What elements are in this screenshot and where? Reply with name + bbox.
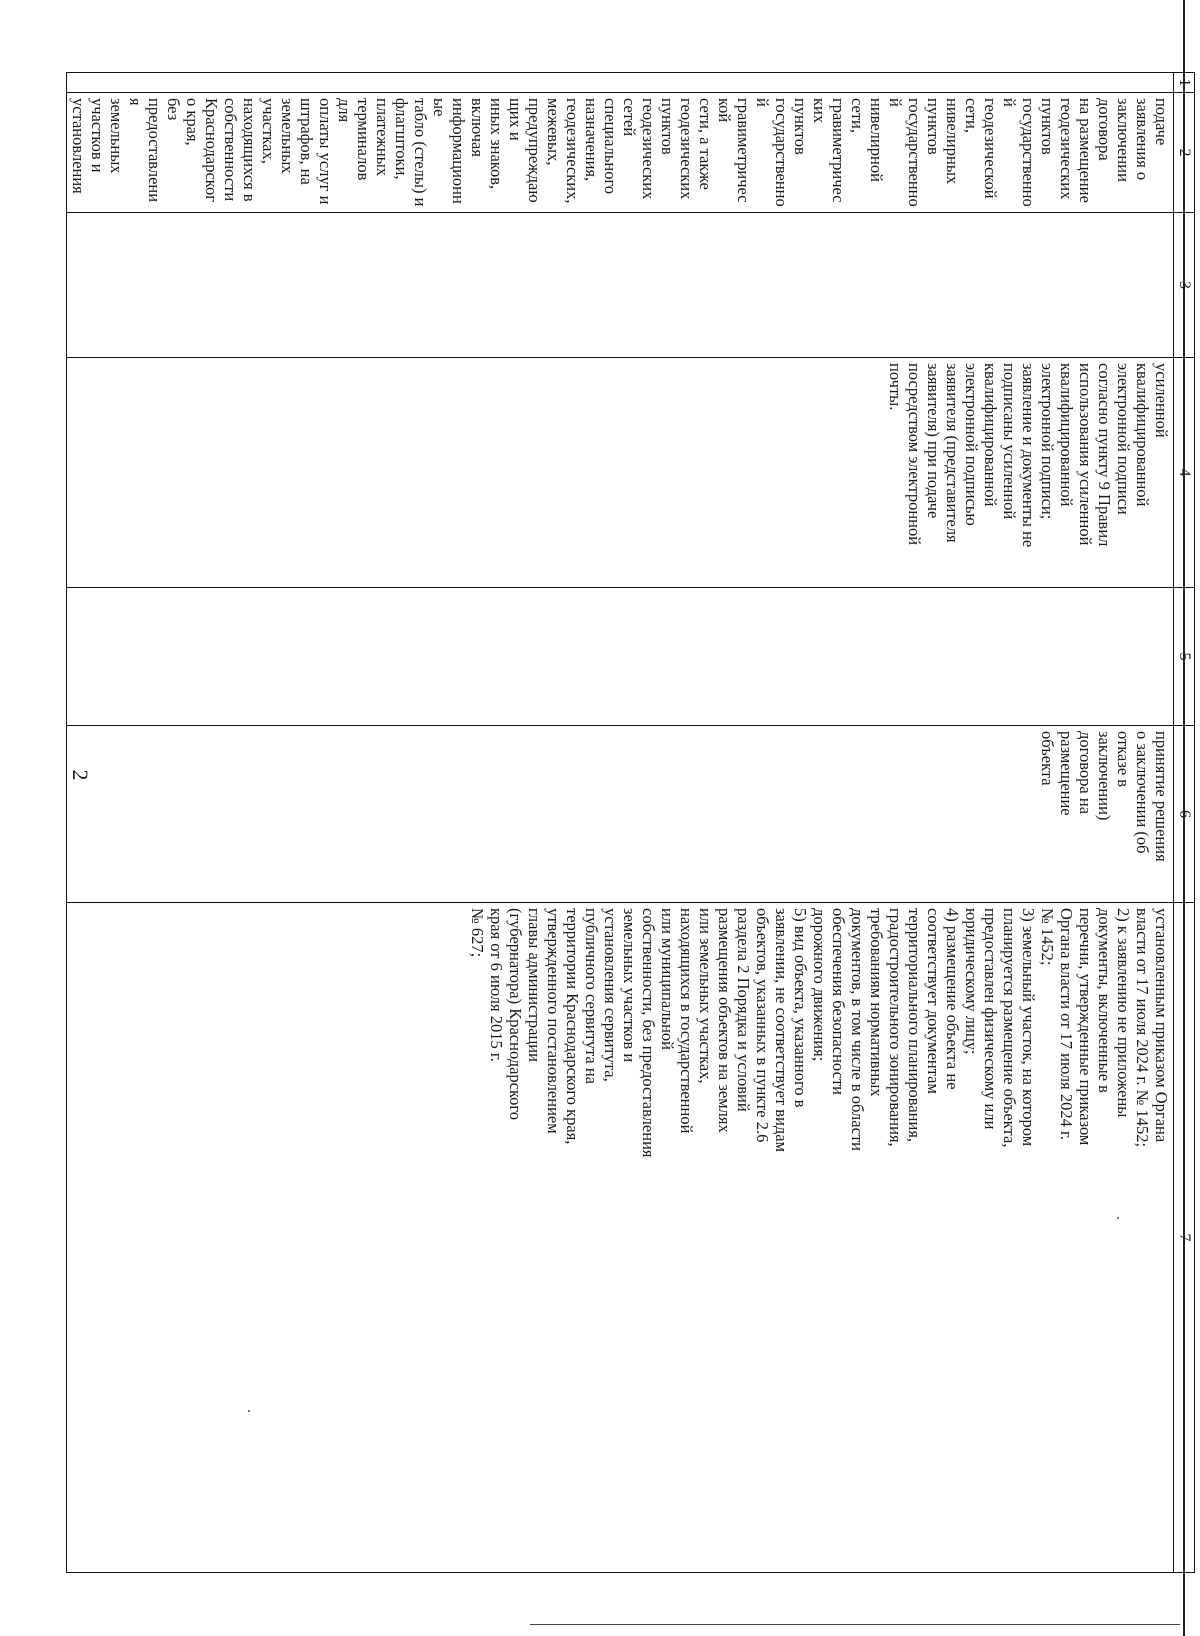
page-number: 2 xyxy=(68,769,93,781)
column-header-5: 5 xyxy=(1174,588,1195,726)
document-table xyxy=(66,72,1195,1573)
column-header-2: 2 xyxy=(1174,93,1195,213)
cell-col3 xyxy=(67,213,1174,358)
column-header-1: 1 xyxy=(1174,73,1195,93)
rotated-page xyxy=(0,10,1200,1630)
cell-refusal-grounds-documents: усиленной квалифицированной электронной подписи согласно пункту 9 Правил использования усиленной квалифицированной электронной подписи; заявление и документы не подписаны усиленной квалифицированной электронной подписью заявителя (представителя заявителя) при подаче посредством электронной почты. xyxy=(67,358,1174,588)
column-header-7: 7 xyxy=(1174,903,1195,1573)
cell-refusal-grounds-list: установленным приказом Органа власти от 17 июля 2024 г. № 1452; 2) к заявлению не приложены документы, включенные в перечни, утвержденные приказом Органа власти от 17 июля 2024 г. № 1452; 3) земельный участок, на котором планируется размещение объекта, предоставлен физическому или юридическому лицу; 4) размещение объекта не соответствует документам территориального планирования, градостроительного зонирования, требованиям нормативных документов, в том числе в области обеспечения безопасности дорожного движения; 5) вид объекта, указанного в заявлении, не соответствует видам объектов, указанных в пункте 2.6 раздела 2 Порядка и условий размещения объектов на землях или земельных участках, находящихся в государственной или муниципальной собственности, без предоставления земельных участков и установления сервитута, публичного сервитута на территории Краснодарского края, утвержденного постановлением главы администрации (губернатора) Краснодарского края от 6 июля 2015 г. № 627; xyxy=(67,903,1174,1573)
cell-col1 xyxy=(67,73,1174,93)
column-header-4: 4 xyxy=(1174,358,1195,588)
table-header xyxy=(1174,73,1195,1573)
table-row xyxy=(67,73,1174,1573)
cell-service-description: подаче заявления о заключении договора на размещение геодезических пунктов государственной геодезической сети, нивелирных пунктов государственной нивелирной сети, гравиметрических пунктов государственной гравиметрической сети, а также геодезических пунктов геодезических сетей специального назначения, геодезических, межевых, предупреждающих и иных знаков, включая информационные табло (стелы) и флагштоки, платежных терминалов для оплаты услуг и штрафов, на земельных участках, находящихся в собственности Краснодарского края, без предоставления земельных участков и установления xyxy=(67,93,1174,213)
column-header-6: 6 xyxy=(1174,726,1195,903)
column-header-3: 3 xyxy=(1174,213,1195,358)
cell-col5 xyxy=(67,588,1174,726)
header-row xyxy=(1174,73,1195,1573)
cell-result-decision: принятие решения о заключении (об отказе в заключении) договора на размещение объекта xyxy=(67,726,1174,903)
